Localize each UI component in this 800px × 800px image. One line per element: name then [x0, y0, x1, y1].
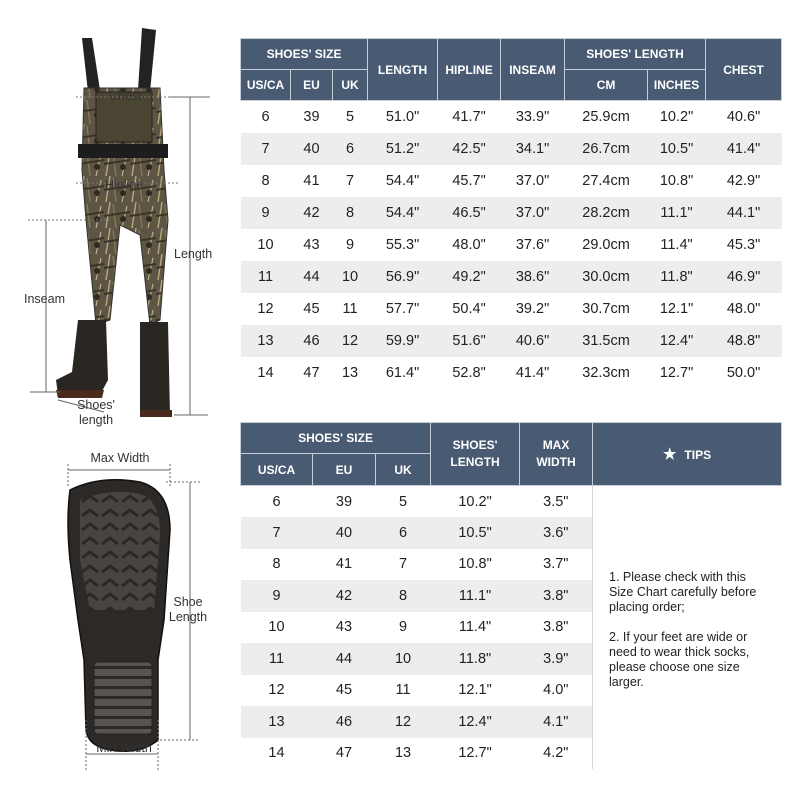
- header-tips: [593, 423, 782, 486]
- left-boot: [56, 320, 108, 395]
- cell-eu: 44: [313, 643, 376, 675]
- table-row: [241, 197, 782, 229]
- cell-uk: 8: [376, 580, 431, 612]
- wader-belt: [78, 144, 168, 158]
- cell-max-width: 3.9": [520, 643, 593, 675]
- cell-uk: 10: [333, 261, 368, 293]
- cell-shoes-length: 11.8": [431, 643, 520, 675]
- cell-us: 11: [241, 643, 313, 675]
- min-width-label: Min Width: [96, 741, 152, 755]
- cell-inseam: 33.9": [501, 101, 565, 133]
- heel-tread: [94, 662, 152, 734]
- size-chart-table: [240, 38, 782, 389]
- header-inches: INCHES: [648, 70, 706, 101]
- cell-hipline: 46.5": [438, 197, 501, 229]
- cell-max-width: 3.8": [520, 580, 593, 612]
- header-inseam: INSEAM: [501, 39, 565, 101]
- cell-length: 55.3": [368, 229, 438, 261]
- cell-shoes-length: 12.4": [431, 706, 520, 738]
- header-us-ca: US/CA: [241, 454, 313, 486]
- cell-inseam: 40.6": [501, 325, 565, 357]
- cell-chest: 50.0": [706, 357, 782, 389]
- cell-us: 13: [241, 325, 291, 357]
- cell-chest: 48.8": [706, 325, 782, 357]
- inseam-label: Inseam: [24, 292, 65, 306]
- shoe-chart-table: [240, 422, 782, 769]
- header-uk: UK: [333, 70, 368, 101]
- cell-eu: 42: [313, 580, 376, 612]
- max-width-label: Max Width: [90, 451, 150, 465]
- cell-length: 59.9": [368, 325, 438, 357]
- sole-tread: [80, 492, 160, 610]
- cell-length: 54.4": [368, 197, 438, 229]
- cell-inches: 11.4": [648, 229, 706, 261]
- right-boot: [140, 322, 170, 415]
- table-row: [241, 293, 782, 325]
- cell-chest: 46.9": [706, 261, 782, 293]
- cell-us: 11: [241, 261, 291, 293]
- cell-eu: 41: [313, 549, 376, 581]
- header-shoes-size: SHOES' SIZE: [241, 39, 368, 70]
- cell-uk: 6: [333, 133, 368, 165]
- cell-hipline: 48.0": [438, 229, 501, 261]
- cell-us: 6: [241, 101, 291, 133]
- cell-inches: 12.7": [648, 357, 706, 389]
- cell-chest: 44.1": [706, 197, 782, 229]
- cell-uk: 6: [376, 517, 431, 549]
- cell-inches: 12.4": [648, 325, 706, 357]
- tips-title: TIPS: [684, 448, 712, 462]
- cell-us: 7: [241, 517, 313, 549]
- cell-cm: 30.0cm: [565, 261, 648, 293]
- cell-eu: 42: [291, 197, 333, 229]
- cell-shoes-length: 10.2": [431, 486, 520, 518]
- cell-uk: 9: [333, 229, 368, 261]
- chest-label: Chest: [109, 89, 142, 103]
- cell-eu: 43: [313, 612, 376, 644]
- cell-inches: 10.2": [648, 101, 706, 133]
- cell-us: 10: [241, 229, 291, 261]
- cell-uk: 7: [333, 165, 368, 197]
- length-label: Length: [174, 247, 213, 261]
- cell-length: 51.0": [368, 101, 438, 133]
- cell-chest: 42.9": [706, 165, 782, 197]
- cell-hipline: 50.4": [438, 293, 501, 325]
- cell-us: 12: [241, 293, 291, 325]
- cell-inches: 10.8": [648, 165, 706, 197]
- cell-hipline: 45.7": [438, 165, 501, 197]
- cell-hipline: 42.5": [438, 133, 501, 165]
- cell-shoes-length: 11.4": [431, 612, 520, 644]
- shoes-length-label: Shoes' length: [77, 398, 115, 427]
- cell-uk: 8: [333, 197, 368, 229]
- cell-uk: 5: [376, 486, 431, 518]
- cell-inches: 11.1": [648, 197, 706, 229]
- cell-max-width: 4.2": [520, 738, 593, 770]
- cell-eu: 40: [291, 133, 333, 165]
- cell-eu: 47: [291, 357, 333, 389]
- table-row: [241, 357, 782, 389]
- hipline-label: Hipline: [105, 178, 144, 192]
- cell-us: 6: [241, 486, 313, 518]
- table-row: [241, 165, 782, 197]
- shoe-length-label: Shoe Length: [168, 595, 208, 624]
- cell-cm: 30.7cm: [565, 293, 648, 325]
- cell-shoes-length: 10.5": [431, 517, 520, 549]
- table-row: [241, 133, 782, 165]
- header-cm: CM: [565, 70, 648, 101]
- tip-1: 1. Please check with this Size Chart carefully before placing order;: [609, 570, 757, 614]
- cell-chest: 41.4": [706, 133, 782, 165]
- cell-length: 57.7": [368, 293, 438, 325]
- cell-uk: 12: [376, 706, 431, 738]
- left-strap: [82, 38, 100, 92]
- header-shoes-length: SHOES' LENGTH: [431, 423, 520, 486]
- cell-eu: 41: [291, 165, 333, 197]
- header-hipline: HIPLINE: [438, 39, 501, 101]
- right-strap: [138, 28, 156, 92]
- cell-hipline: 49.2": [438, 261, 501, 293]
- cell-uk: 10: [376, 643, 431, 675]
- cell-chest: 40.6": [706, 101, 782, 133]
- cell-max-width: 3.8": [520, 612, 593, 644]
- cell-shoes-length: 12.7": [431, 738, 520, 770]
- cell-uk: 12: [333, 325, 368, 357]
- cell-hipline: 52.8": [438, 357, 501, 389]
- cell-eu: 39: [313, 486, 376, 518]
- wader-illustration: [0, 20, 230, 430]
- cell-eu: 44: [291, 261, 333, 293]
- cell-inseam: 34.1": [501, 133, 565, 165]
- table-row: [241, 261, 782, 293]
- table-row: [241, 486, 782, 518]
- cell-chest: 48.0": [706, 293, 782, 325]
- cell-max-width: 3.6": [520, 517, 593, 549]
- cell-cm: 27.4cm: [565, 165, 648, 197]
- cell-us: 7: [241, 133, 291, 165]
- cell-eu: 46: [313, 706, 376, 738]
- cell-cm: 31.5cm: [565, 325, 648, 357]
- cell-uk: 9: [376, 612, 431, 644]
- cell-cm: 26.7cm: [565, 133, 648, 165]
- header-us-ca: US/CA: [241, 70, 291, 101]
- cell-inseam: 37.6": [501, 229, 565, 261]
- header-max-width: MAX WIDTH: [520, 423, 593, 486]
- cell-eu: 39: [291, 101, 333, 133]
- cell-eu: 40: [313, 517, 376, 549]
- cell-chest: 45.3": [706, 229, 782, 261]
- cell-uk: 7: [376, 549, 431, 581]
- cell-eu: 46: [291, 325, 333, 357]
- tip-2: 2. If your feet are wide or need to wear thick socks, please choose one size larger.: [609, 630, 750, 689]
- cell-eu: 45: [291, 293, 333, 325]
- cell-cm: 25.9cm: [565, 101, 648, 133]
- cell-inches: 10.5": [648, 133, 706, 165]
- cell-inseam: 39.2": [501, 293, 565, 325]
- cell-eu: 47: [313, 738, 376, 770]
- cell-eu: 43: [291, 229, 333, 261]
- cell-inches: 11.8": [648, 261, 706, 293]
- cell-us: 8: [241, 549, 313, 581]
- cell-uk: 11: [333, 293, 368, 325]
- header-length: LENGTH: [368, 39, 438, 101]
- table-row: [241, 229, 782, 261]
- table-row: [241, 325, 782, 357]
- cell-eu: 45: [313, 675, 376, 707]
- cell-hipline: 51.6": [438, 325, 501, 357]
- cell-length: 51.2": [368, 133, 438, 165]
- cell-length: 56.9": [368, 261, 438, 293]
- cell-inseam: 37.0": [501, 165, 565, 197]
- cell-max-width: 4.0": [520, 675, 593, 707]
- cell-inches: 12.1": [648, 293, 706, 325]
- header-uk: UK: [376, 454, 431, 486]
- cell-uk: 13: [333, 357, 368, 389]
- header-chest: CHEST: [706, 39, 782, 101]
- cell-max-width: 4.1": [520, 706, 593, 738]
- cell-max-width: 3.7": [520, 549, 593, 581]
- header-eu: EU: [291, 70, 333, 101]
- header-eu: EU: [313, 454, 376, 486]
- cell-hipline: 41.7": [438, 101, 501, 133]
- cell-us: 9: [241, 580, 313, 612]
- cell-us: 10: [241, 612, 313, 644]
- cell-us: 12: [241, 675, 313, 707]
- cell-us: 8: [241, 165, 291, 197]
- cell-us: 13: [241, 706, 313, 738]
- cell-cm: 32.3cm: [565, 357, 648, 389]
- tips-panel: [593, 486, 782, 770]
- header-shoes-length: SHOES' LENGTH: [565, 39, 706, 70]
- cell-uk: 11: [376, 675, 431, 707]
- cell-cm: 29.0cm: [565, 229, 648, 261]
- cell-shoes-length: 10.8": [431, 549, 520, 581]
- cell-shoes-length: 12.1": [431, 675, 520, 707]
- cell-us: 9: [241, 197, 291, 229]
- cell-us: 14: [241, 357, 291, 389]
- table-row: [241, 101, 782, 133]
- cell-inseam: 41.4": [501, 357, 565, 389]
- cell-length: 54.4": [368, 165, 438, 197]
- star-icon: ★: [662, 446, 677, 463]
- cell-uk: 13: [376, 738, 431, 770]
- header-shoes-size: SHOES' SIZE: [241, 423, 431, 454]
- cell-inseam: 37.0": [501, 197, 565, 229]
- cell-length: 61.4": [368, 357, 438, 389]
- cell-cm: 28.2cm: [565, 197, 648, 229]
- cell-max-width: 3.5": [520, 486, 593, 518]
- cell-shoes-length: 11.1": [431, 580, 520, 612]
- cell-uk: 5: [333, 101, 368, 133]
- cell-inseam: 38.6": [501, 261, 565, 293]
- cell-us: 14: [241, 738, 313, 770]
